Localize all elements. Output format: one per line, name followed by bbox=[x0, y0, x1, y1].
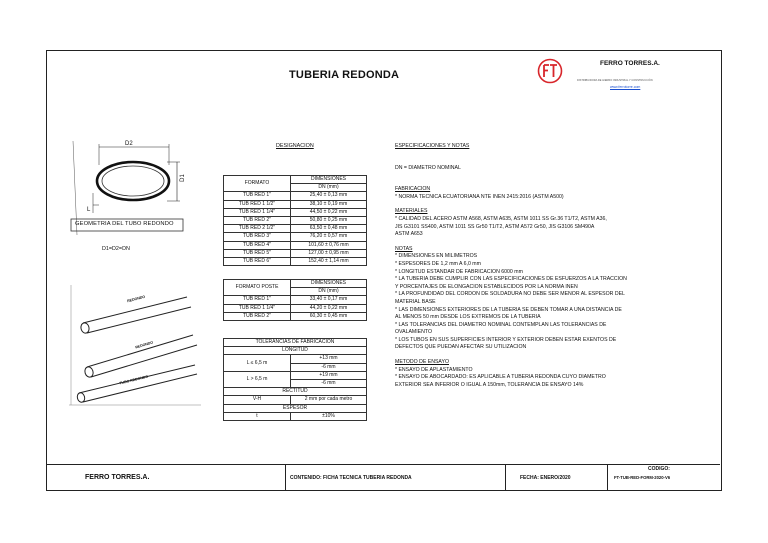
table-row: TUB RED 1" 33,40 ± 0,17 mm bbox=[224, 296, 367, 304]
company-name: FERRO TORRES.A. bbox=[600, 60, 660, 67]
table-row: TUB RED 1 1/4" 44,20 ± 0,22 mm bbox=[224, 304, 367, 312]
d1-label: D1 bbox=[179, 174, 186, 182]
table-row: TUB RED 2" 50,80 ± 0,25 mm bbox=[224, 217, 367, 225]
footer-content: CONTENIDO: FICHA TECNICA TUBERIA REDONDA bbox=[290, 475, 412, 481]
tolerances-title: TOLERANCIAS DE FABRICACION bbox=[224, 339, 367, 347]
post-dimensions-table bbox=[223, 279, 367, 321]
specifications-section: ESPECIFICACIONES Y NOTAS DN = DIAMETRO NOMINAL FABRICACION * NORMA TECNICA ECUATORIANA NTE INEN 2415:2016 (ASTM A500) MATERIALES * CALIDAD DEL ACERO ASTM A568, ASTM A635, ASTM 1011 SS Gr.36 T1/T2, ASTM A36, JIS G3101 SS400, ASTM 1011 SS Gr50 T1/T2, ASTM A572 Gr50, JIS G3106 SM490A ASTM A653 NOTAS * DIMENSIONES EN MILIMETROS * ESPESORES DE 1,2 mm A 6,0 mm * LONGITUD ESTANDAR DE FABRICACION 6000 mm * LA TUBERIA DEBE CUMPLIR CON LAS ESPECIFICACIONES DE ESFUERZOS A LA TRACCION Y PORCENTAJES DE ELONGACION ESTABLECIDOS POR LA NORMA INEN * LA PROFUNDIDAD DEL CORDON DE SOLDADURA NO DEBE SER MENOR AL ESPESOR DEL MATERIAL BASE * LAS DIMENSIONES EXTERIORES DE LA TUBERIA SE DEBEN TOMAR A UNA DISTANCIA DE AL MENOS 50 mm DESDE LOS EXTREMOS DE LA TUBERIA * LAS TOLERANCIAS DEL DIAMETRO NOMINAL CONTEMPLAN LAS TOLERANCIAS DE OVALAMIENTO * LOS TUBOS EN SUS SUPERFICIES INTERIOR Y EXTERIOR DEBEN ESTAR EXENTOS DE DEFECTOS QUE PUEDAN AFECTAR SU UTILIZACION METODO DE ENSAYO * ENSAYO DE APLASTAMIENTO * ENSAYO DE ABOCARDADO: ES APLICABLE A TUBERIA REDONDA CUYO DIAMETRO EXTERIOR SEA INFERIOR O IGUAL A 150mm, TOLERANCIA DE ENSAYO 14% bbox=[395, 143, 627, 388]
espesor-header: ESPESOR bbox=[224, 404, 367, 412]
table-row: TUB RED 6" 152,40 ± 1,14 mm bbox=[224, 258, 367, 266]
rectitud-header: RECTITUD bbox=[224, 388, 367, 396]
footer-date: FECHA: ENERO/2020 bbox=[520, 475, 571, 481]
pipe-label-2: REDONDO bbox=[134, 340, 154, 350]
company-website-link[interactable]: www.ferrotorre.com bbox=[610, 85, 641, 89]
footer-company: FERRO TORRES.A. bbox=[85, 474, 150, 481]
footer-code: FT-TUB-RED-FORM-2020-V6 bbox=[614, 475, 671, 480]
designation-heading: DESIGNACION bbox=[276, 143, 314, 149]
geometry-figure bbox=[69, 135, 187, 239]
table-row: TUB RED 3" 76,20 ± 0,57 mm bbox=[224, 233, 367, 241]
footer-date-cell bbox=[505, 465, 607, 491]
geometry-caption: GEOMETRIA DEL TUBO REDONDO bbox=[75, 221, 174, 227]
col-formato: FORMATO bbox=[224, 176, 291, 192]
document-sheet bbox=[46, 50, 722, 491]
table-row: TUB RED 5" 127,00 ± 0,95 mm bbox=[224, 249, 367, 257]
pipe-label-3: TUBO REDONDO bbox=[118, 374, 149, 386]
footer-code-cell bbox=[607, 465, 720, 491]
document-footer bbox=[47, 464, 720, 491]
specs-heading: ESPECIFICACIONES Y NOTAS bbox=[395, 143, 470, 149]
col-dimensiones: DIMENSIONES bbox=[291, 280, 367, 288]
company-tagline: DISTRIBUIDORA DE HIERRO INDUSTRIAL Y CONSTRUCCIÓN bbox=[577, 79, 653, 82]
table-row: TUB RED 2 1/2" 63,50 ± 0,48 mm bbox=[224, 225, 367, 233]
tolerances-table: TOLERANCIAS DE FABRICACION LONGITUD L ≤ 6,5 m +13 mm -6 mm L > 6,5 m +19 mm -6 mm RECTITUD V-H 2 mm por cada metro ESPESOR t ±10% bbox=[223, 338, 367, 421]
ferro-torre-logo-icon bbox=[537, 58, 563, 84]
pipes-figure bbox=[69, 285, 203, 407]
diameter-formula: D1=D2=DN bbox=[102, 246, 130, 252]
table-row: TUB RED 4" 101,60 ± 0,76 mm bbox=[224, 241, 367, 249]
col-dimensiones: DIMENSIONES bbox=[291, 176, 367, 184]
table-row: TUB RED 2" 60,30 ± 0,45 mm bbox=[224, 312, 367, 320]
footer-content-cell bbox=[285, 465, 505, 491]
l-label: L bbox=[87, 207, 91, 213]
col-dn: DN (mm) bbox=[291, 288, 367, 296]
longitud-header: LONGITUD bbox=[224, 347, 367, 355]
page-title: TUBERIA REDONDA bbox=[289, 69, 400, 81]
d2-label: D2 bbox=[125, 141, 133, 147]
col-formato-poste: FORMATO POSTE bbox=[224, 280, 291, 296]
footer-code-label: CODIGO: bbox=[648, 466, 670, 472]
table-row: TUB RED 1 1/4" 44,50 ± 0,22 mm bbox=[224, 208, 367, 216]
table-row: TUB RED 1 1/2" 38,10 ± 0,19 mm bbox=[224, 200, 367, 208]
col-dn: DN (mm) bbox=[291, 184, 367, 192]
pipe-label-1: REDONDO bbox=[126, 294, 146, 304]
dimensions-table bbox=[223, 175, 367, 266]
table-row: TUB RED 1" 25,40 ± 0,13 mm bbox=[224, 192, 367, 200]
